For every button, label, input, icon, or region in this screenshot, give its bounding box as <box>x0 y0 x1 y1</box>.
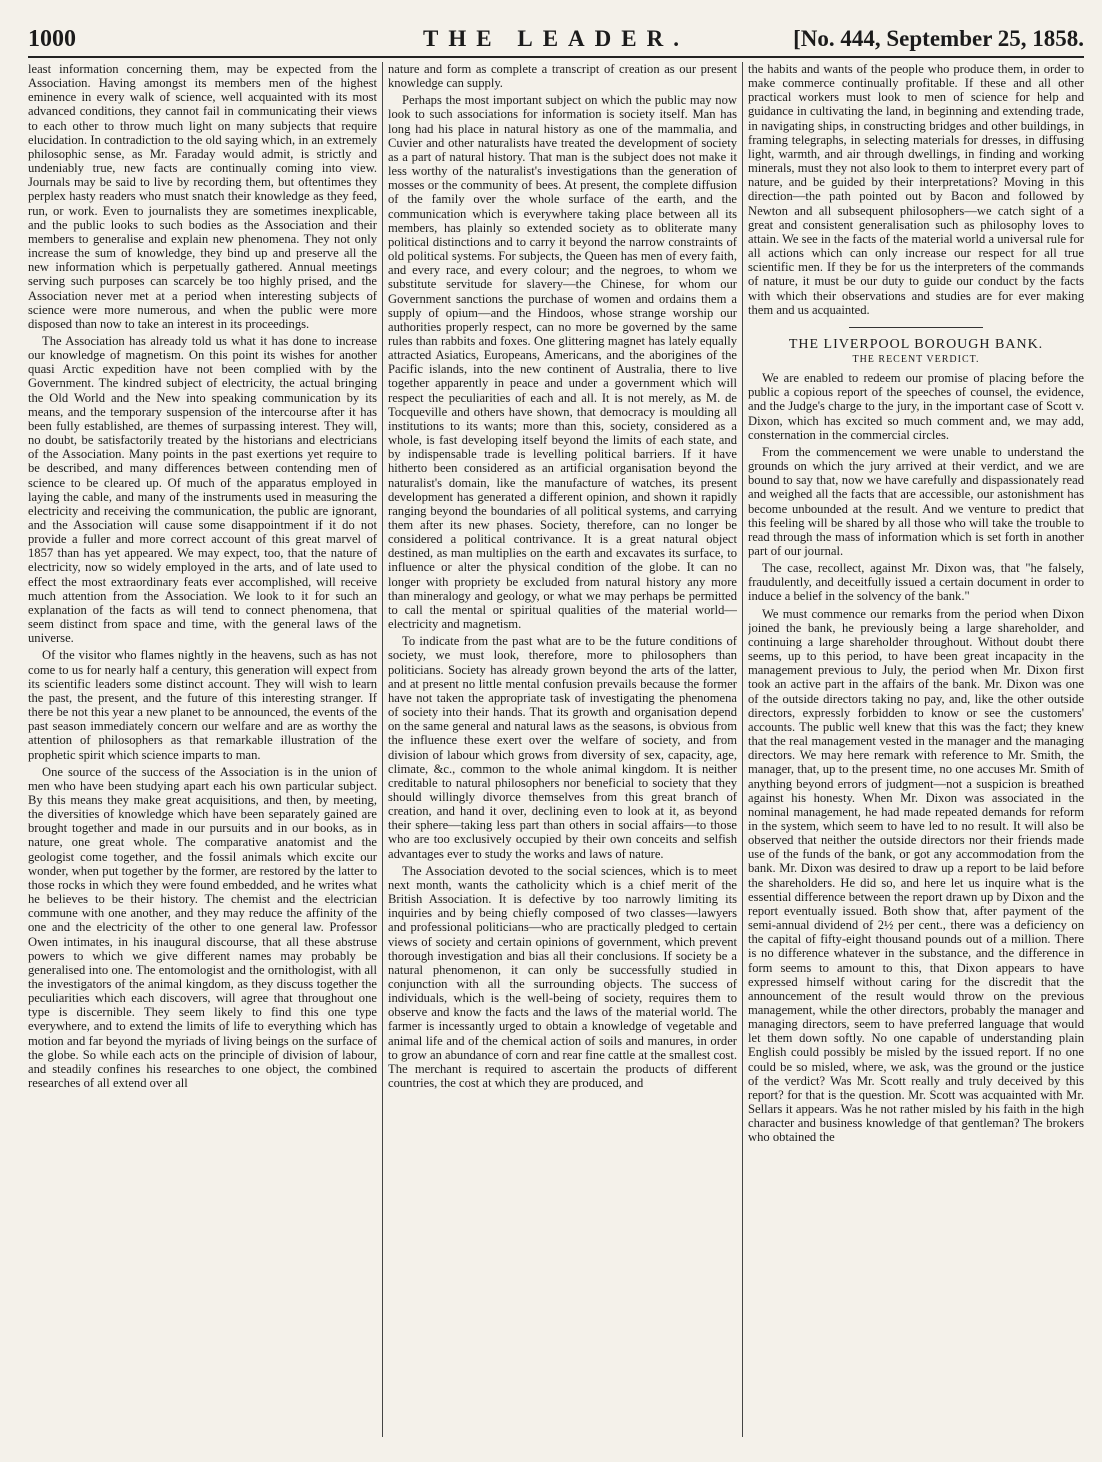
article-paragraph-1: We are enabled to redeem our promise of placing before the public a copious report of the speeches of counsel, the evidence, and the Judge's charge to the jury, in the important case of Scott v. Dixon, which has excited so much comment and, we may add, consternation in the commercial circles. <box>748 371 1084 442</box>
page-number: 1000 <box>28 26 76 52</box>
article-paragraph-4: We must commence our remarks from the period when Dixon joined the bank, he previously being a large shareholder, and continuing a large shareholder throughout. Without doubt there seems, up to this period, to have been great incapacity in the management previous to July, the period when Mr. Dixon first took an active part in the affairs of the bank. Mr. Dixon was one of the outside directors taking no pay, and, like the other outside directors, expressly forbidden to know or see the customers' accounts. The public well knew that this was the fact; they knew that the real management vested in the manager and the managing directors. We may here remark with reference to Mr. Smith, the manager, that, up to the present time, no one accuses Mr. Smith of anything beyond errors of judgment—not a suspicion is breathed against his honesty. When Mr. Dixon was associated in the nominal management, he had made repeated demands for reform in the system, which seem to have led to no result. It will also be observed that neither the outside directors nor their friends made use of the funds of the bank, or got any accommodation from the bank. Mr. Dixon was desired to draw up a report to be laid before the shareholders. He did so, and here let us inquire what is the essential difference between the report drawn up by Dixon and the report eventually issued. Both show that, after payment of the semi-annual dividend of 2½ per cent., there was a deficiency on the capital of fifty-eight thousand pounds out of a million. There is no difference whatever in the substance, and the difference in form seems to amount to this, that Dixon appears to have expressed himself without caring for the discredit that the announcement of the result would throw on the previous management, while the other directors, probably the manager and managing directors, seem to have preferred language that would let them down softly. No one capable of understanding plain English could possibly be misled by the issued report. If no one could be so misled, where, we ask, was the ground or the justice of the verdict? Was Mr. Scott really and truly deceived by this report? for that is the question. Mr. Scott was acquainted with Mr. Sellars it appears. Was he not rather misled by his faith in the high character and business knowledge of that gentleman? The brokers who obtained the <box>748 606 1084 1145</box>
article-paragraph-2: From the commencement we were unable to understand the grounds on which the jury arrived at their verdict, and we are bound to say that, now we have carefully and dispassionately read and weighed all the facts that are accessible, our astonishment has become unbounded at the result. And we venture to predict that this feeling will be shared by all those who will take the trouble to read through the mass of information which is set forth in another part of our journal. <box>748 444 1084 558</box>
col1-paragraph-3: Of the visitor who flames nightly in the heavens, such as has not come to us for nearly half a century, this generation will expect from its scientific leaders some distinct account. They will wish to learn the past, the present, and the future of this interesting stranger. If there be not this year a new planet to be announced, the events of the past season immediately concern our welfare and are as worthy the attention of philosophers as that remarkable illustration of the prophetic spirit which science imparts to man. <box>28 648 377 762</box>
article-subtitle: THE RECENT VERDICT. <box>852 353 980 365</box>
col2-paragraph-4: The Association devoted to the social sciences, which is to meet next month, wants the catholicity which is a chief merit of the British Association. It is defective by too narrowly limiting its inquiries and by being chiefly composed of two classes—lawyers and professional politicians—who are practically pledged to certain views of society and certain opinions of government, which prevent thorough investigation and bias all their conclusions. If society be a natural phenomenon, it can only be successfully studied in conjunction with all the surrounding objects. The success of individuals, which is the well-being of society, requires them to observe and know the facts and the laws of the material world. The farmer is incessantly urged to obtain a knowledge of vegetable and animal life and of the chemical action of soils and manures, in order to grow an abundance of corn and rear fine cattle at the smallest cost. The merchant is required to ascertain the products of different countries, the cost at which they are produced, and <box>388 863 737 1091</box>
page-header <box>28 22 1084 58</box>
article-title: THE LIVERPOOL BOROUGH BANK. <box>788 336 1044 352</box>
column-2 <box>388 62 737 1437</box>
newspaper-title: THE LEADER. <box>423 26 689 51</box>
col2-paragraph-2: Perhaps the most important subject on which the public may now look to such associations for information is society itself. Man has long had his place in natural history as one of the mammalia, and Cuvier and other naturalists have treated the development of society as a part of natural history. That man is the subject does not make it less worthy of the naturalist's investigations than the generation of mosses or the community of bees. At present, the complete diffusion of the family over the whole surface of the earth, and the communication which is everywhere taking place between all its members, has plainly so extended society as to obliterate many political distinctions and to carry it beyond the narrow constraints of old political systems. For subjects, the Queen has men of every faith, and every race, and every colour; and the negroes, to whom we substitute servitude for slavery—the Chinese, for whom our Government sanctions the purchase of women and ordains them a supply of opium—and the Hindoos, whose strange worship our authorities properly respect, can no more be governed by the same rules than rabbits and foxes. One glittering magnet has lately equally attracted Asiatics, Europeans, Americans, and the aborigines of the Pacific islands, into the new continent of Australia, there to live together apparently in peace and under a government which will respect the peculiarities of each and all. It is not merely, as M. de Tocqueville and others have shown, that democracy is moulding all institutions to its wants; more than this, society, considered as a whole, is fast developing itself beyond the limits of each state, and by indispensable trade is levelling political barriers. If it have hitherto been considered as an artificial organisation beyond the naturalist's domain, like the manufacture of watches, its present development has generated a different opinion, and shown it rapidly ranging beyond the boundaries of all political systems, and carrying them after its new phases. Society, therefore, can no longer be considered a political contrivance. It is a great natural object destined, as man multiplies on the earth and excavates its surface, to influence or alter the physical condition of the globe. It can no longer with propriety be excluded from natural history any more than mineralogy and geology, or what we may perhaps be permitted to call the mental or spiritual qualities of the material world—electricity and magnetism. <box>388 93 737 632</box>
column-3 <box>748 62 1084 1437</box>
column-rule-1 <box>382 62 383 1437</box>
issue-info: [No. 444, September 25, 1858. <box>793 26 1084 51</box>
col1-paragraph-1: least information concerning them, may be expected from the Association. Having amongst its members men of the highest eminence in every walk of science, well acquainted with its most advanced conditions, they cannot fail in communicating their views to each other to throw much light on many subjects that require elucidation. In contradiction to the old saying which, in an extremely philosophic sense, as Mr. Faraday would admit, is strictly and undeniably true, new facts are continually coming into view. Journals may be said to live by recording them, but oftentimes they perplex hasty readers who must snatch their knowledge as they feed, run, or work. Even to journalists they are sometimes inexplicable, and the public looks to such bodies as the Association and their members to generalise and explain new phenomena. They not only increase the sum of knowledge, they bind up and preserve all the new information which is perpetually gathered. Annual meetings serving such purposes can scarcely be too highly prised, and the Association never met at a period when interesting subjects of science were more numerous, and when the public were more disposed than now to take an interest in its proceedings. <box>28 62 377 331</box>
col2-paragraph-1: nature and form as complete a transcript of creation as our present knowledge can supply. <box>388 62 737 91</box>
column-1 <box>28 62 377 1437</box>
col1-paragraph-4: One source of the success of the Association is in the union of men who have been studying apart each his own particular subject. By this means they make great acquisitions, and then, by meeting, the diversities of knowledge which have been separately gained are brought together and made in our pursuits and in our books, as in nature, one great whole. The comparative anatomist and the geologist come together, and the fossil animals which excite our wonder, when put together by the former, are restored by the latter to those rocks in which they were found embedded, and he writes what he believes to be their history. The chemist and the electrician commune with one another, and they may reduce the affinity of the one and the electricity of the other to one general law. Professor Owen intimates, in his inaugural discourse, that all these abstruse powers to which we give different names may probably be generalised into one. The entomologist and the ornithologist, with all the investigators of the animal kingdom, as they discuss together the peculiarities which each discovers, will agree that throughout one type is discernible. They seem likely to find this one type everywhere, and to extend the limits of life to everything which has motion and far beyond the myriads of living beings on the surface of the globe. So while each acts on the principle of division of labour, and steadily confines his researches to one object, the combined researches of all extend over all <box>28 764 377 1091</box>
column-rule-2 <box>742 62 743 1437</box>
col3-paragraph-1: the habits and wants of the people who produce them, in order to make commerce continually profitable. If these and all other practical workers must look to men of science for help and guidance in cultivating the land, in beginning and extending trade, in navigating ships, in constructing bridges and other buildings, in framing telegraphs, in selecting materials for dresses, in diffusing light, warmth, and air through dwellings, in finding and working minerals, must they not also look to them to interpret every part of nature, and be guided by their interpretations? Moving in this direction—the path pointed out by Bacon and followed by Newton and all subsequent philosophers—we catch sight of a great and consistent generalisation such as philosophy loves to attain. We see in the facts of the material world a universal rule for all actions which can only increase our respect for all true scientific men. If they be for us the interpreters of the commands of nature, it must be our duty to guide our conduct by the facts with which their observations and studies are for ever making them and us acquainted. <box>748 62 1084 317</box>
article-paragraph-3: The case, recollect, against Mr. Dixon was, that "he falsely, fraudulently, and deceitfully issued a certain document in order to induce a belief in the solvency of the bank." <box>748 561 1084 604</box>
article-separator <box>849 327 983 328</box>
col2-paragraph-3: To indicate from the past what are to be the future conditions of society, we must look, therefore, more to philosophers than politicians. Society has already grown beyond the arts of the latter, and at present no little mental confusion prevails because the former have not taken the appropriate task of investigating the phenomena of society into their hands. That its growth and organisation depend on the same general and natural laws as the seasons, is obvious from the influence these exert over the welfare of society, and from division of labour which grows from diversity of sex, capacity, age, climate, &c., common to the whole animal kingdom. It is neither creditable to natural philosophers nor beneficial to society that they should willingly divorce themselves from this great branch of creation, and hand it over, declining even to look at it, as beyond their sphere—taking less part than others in social affairs—to those who are too exclusively occupied by their own conceits and selfish advantages ever to study the works and laws of nature. <box>388 634 737 861</box>
col1-paragraph-2: The Association has already told us what it has done to increase our knowledge of magnetism. On this point its wishes for another quasi Arctic expedition have not been complied with by the Government. The kindred subject of electricity, the actual bringing the Old World and the New into speaking communication by its means, and the temporary suspension of the intercourse after it has been fully established, are themes of surpassing interest. They will, no doubt, be satisfactorily treated by the historians and electricians of the Association. Many points in the past exertions yet require to be described, and many differences between contending men of science to be cleared up. Of much of the apparatus employed in laying the cable, and many of the instruments used in measuring the electricity and receiving the communication, the public are ignorant, and the Association will cause some disappointment if it do not provide a fuller and more correct account of this great marvel of 1857 than has yet appeared. We may expect, too, that the nature of electricity, now so widely employed in the arts, and of late used to effect the most extraordinary feats ever accomplished, will receive much attention from the Association. We look to it for such an explanation of the facts as will tend to connect phenomena, that seem distinct from space and time, with the general laws of the universe. <box>28 333 377 646</box>
